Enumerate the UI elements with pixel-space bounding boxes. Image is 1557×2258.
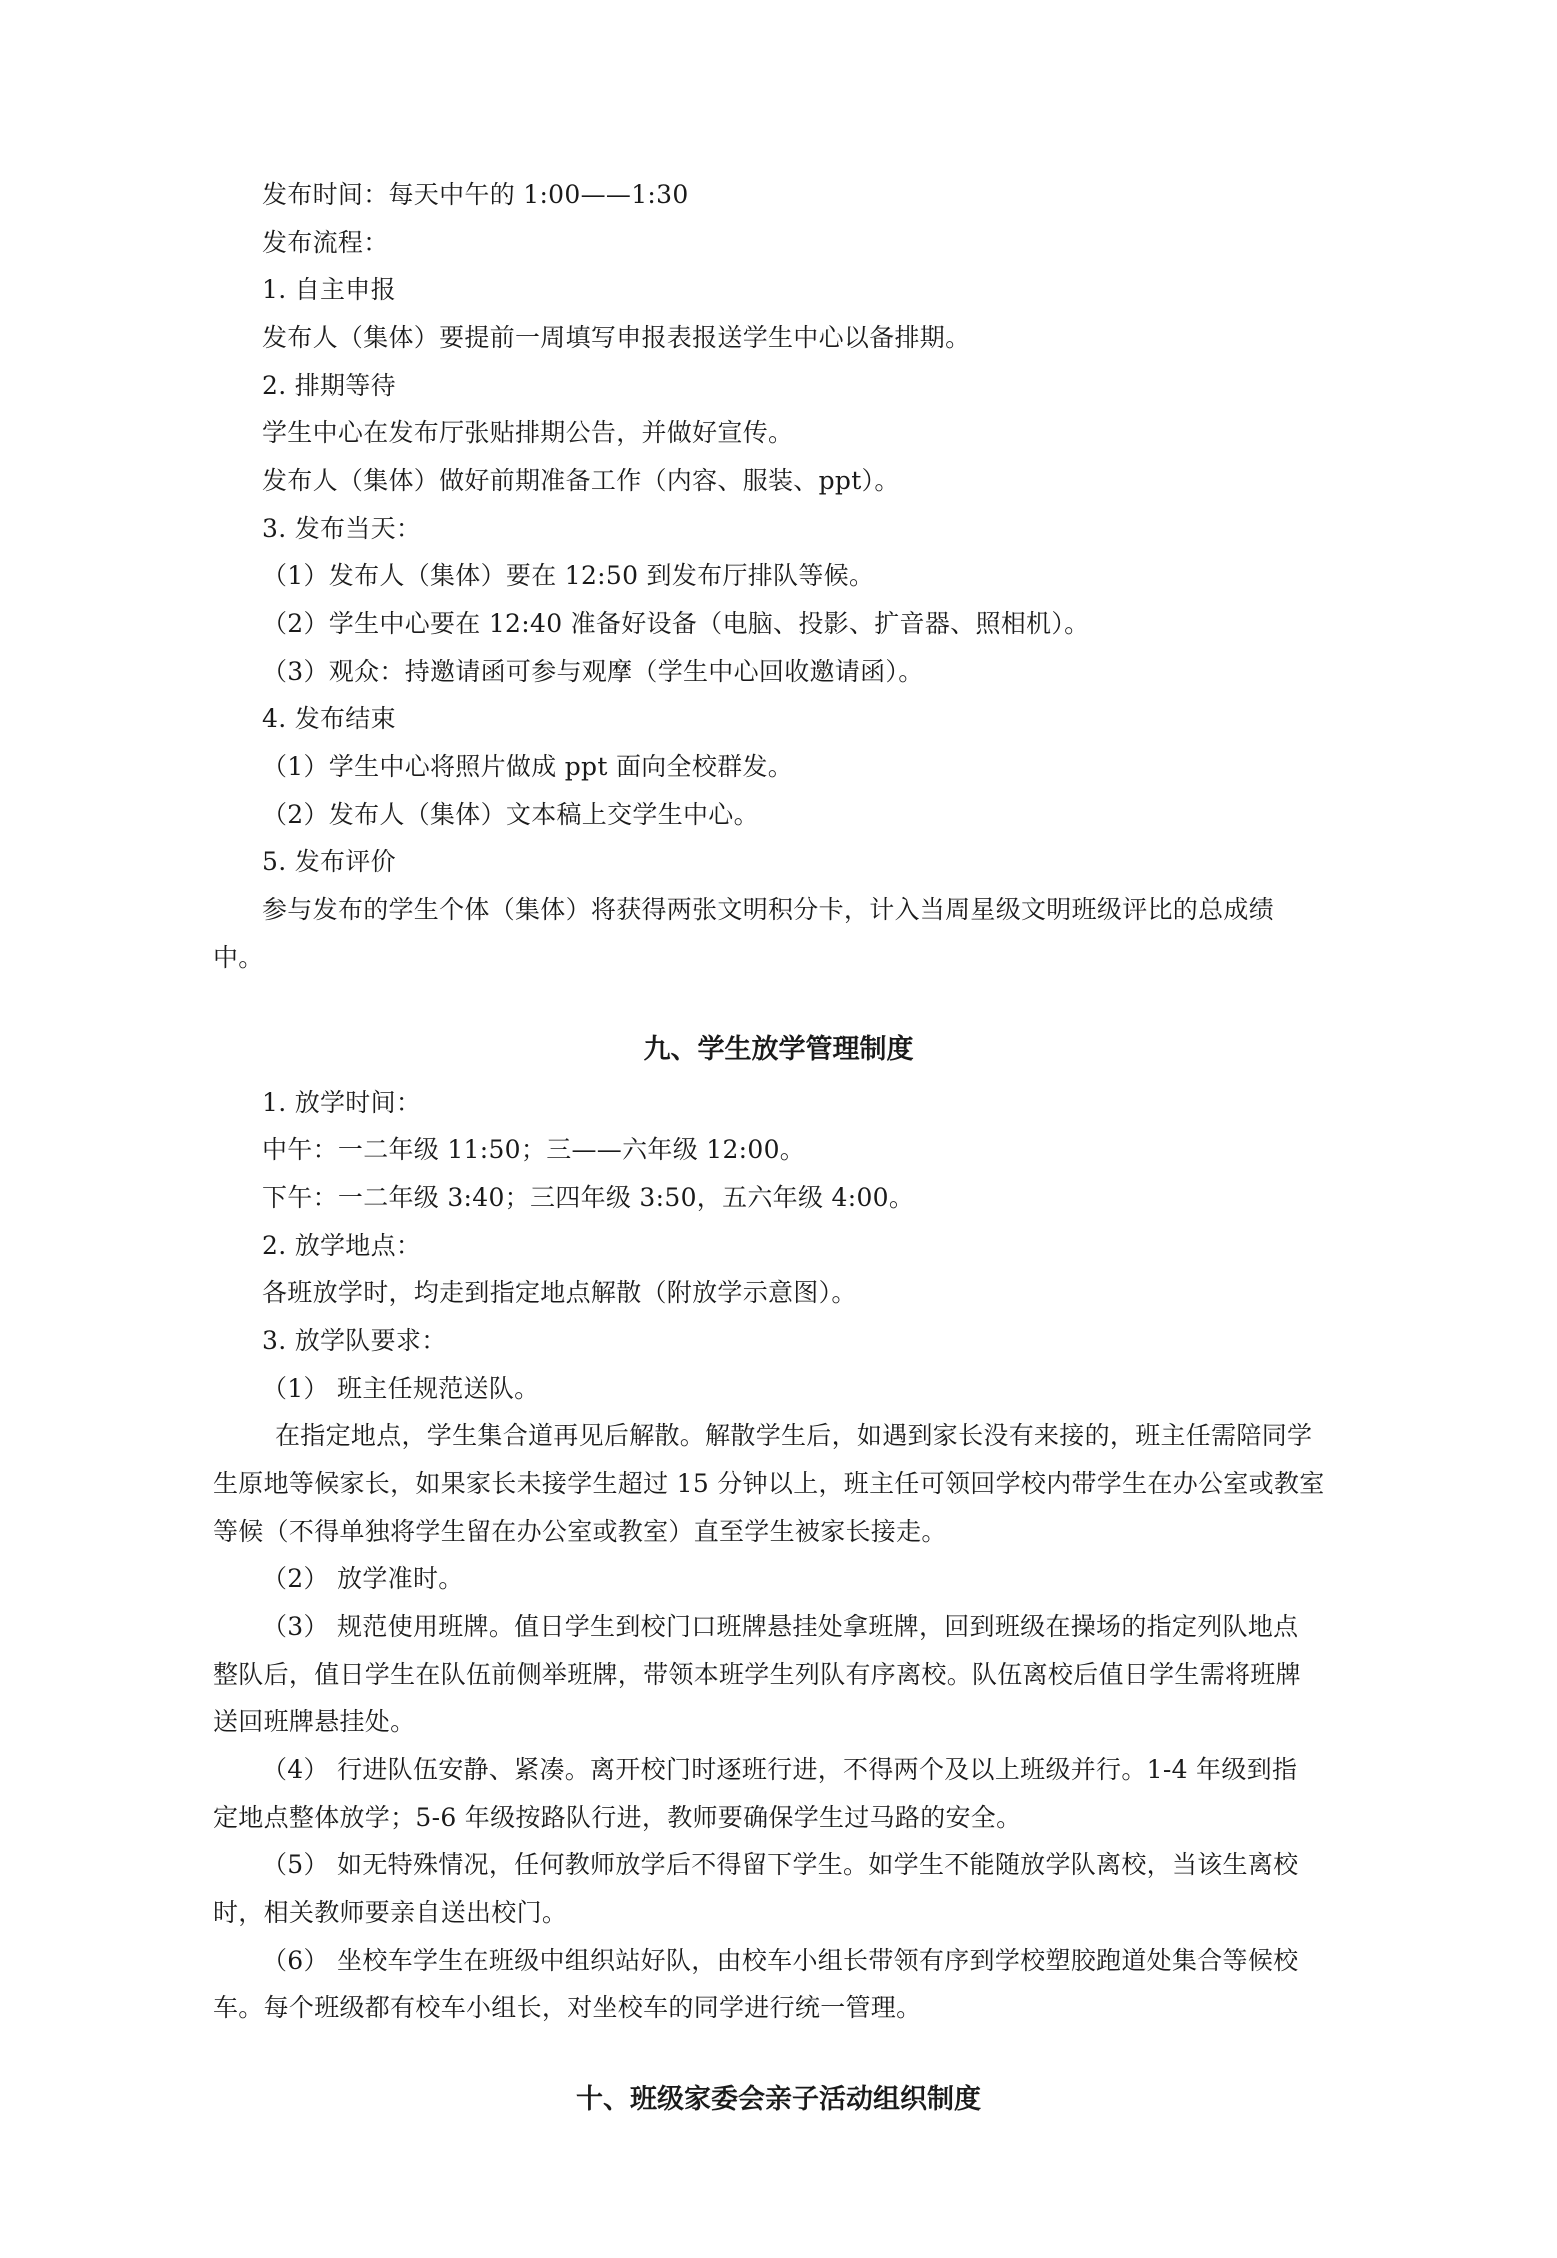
step-5-heading: 5. 发布评价	[262, 847, 396, 876]
step-2-text-2: 发布人（集体）做好前期准备工作（内容、服装、ppt）。	[262, 466, 900, 495]
step-4-item-2: （2）发布人（集体）文本稿上交学生中心。	[262, 800, 759, 829]
step-4-item-1: （1）学生中心将照片做成 ppt 面向全校群发。	[262, 752, 794, 781]
s9-location-heading: 2. 放学地点：	[262, 1231, 422, 1260]
s9-dismissal-time-heading: 1. 放学时间：	[262, 1088, 422, 1117]
step-3-item-1: （1）发布人（集体）要在 12:50 到发布厅排队等候。	[262, 561, 875, 590]
s9-req-4-text-2: 定地点整体放学；5-6 年级按路队行进，教师要确保学生过马路的安全。	[213, 1803, 1022, 1832]
s9-req-3-text-2: 整队后，值日学生在队伍前侧举班牌，带领本班学生列队有序离校。队伍离校后值日学生需将班牌	[213, 1660, 1301, 1689]
release-time-line: 发布时间：每天中午的 1:00——1:30	[262, 180, 689, 209]
s9-req-5-text-1: （5） 如无特殊情况，任何教师放学后不得留下学生。如学生不能随放学队离校，当该生离校	[262, 1850, 1299, 1879]
step-5-text-end: 中。	[213, 943, 264, 972]
s9-req-6-text-1: （6） 坐校车学生在班级中组织站好队，由校车小组长带领有序到学校塑胶跑道处集合等候校	[262, 1946, 1299, 1975]
step-2-heading: 2. 排期等待	[262, 371, 396, 400]
s9-req-1: （1） 班主任规范送队。	[262, 1374, 540, 1403]
step-2-text-1: 学生中心在发布厅张贴排期公告，并做好宣传。	[262, 418, 794, 447]
section-9-title: 九、学生放学管理制度	[643, 1034, 914, 1065]
step-3-item-3: （3）观众：持邀请函可参与观摩（学生中心回收邀请函）。	[262, 657, 924, 686]
s9-location-text: 各班放学时，均走到指定地点解散（附放学示意图）。	[262, 1278, 857, 1307]
step-4-heading: 4. 发布结束	[262, 704, 396, 733]
s9-noon-time: 中午：一二年级 11:50；三——六年级 12:00。	[262, 1135, 806, 1164]
step-1-text: 发布人（集体）要提前一周填写申报表报送学生中心以备排期。	[262, 323, 971, 352]
section-10-title: 十、班级家委会亲子活动组织制度	[576, 2084, 981, 2115]
release-process-label: 发布流程：	[262, 228, 389, 257]
s9-req-3-text-3: 送回班牌悬挂处。	[213, 1707, 416, 1736]
step-5-text: 参与发布的学生个体（集体）将获得两张文明积分卡，计入当周星级文明班级评比的总成绩	[262, 895, 1275, 924]
s9-req-3-text-1: （3） 规范使用班牌。值日学生到校门口班牌悬挂处拿班牌，回到班级在操场的指定列队地点	[262, 1612, 1299, 1641]
s9-req-6-text-2: 车。每个班级都有校车小组长，对坐校车的同学进行统一管理。	[213, 1993, 922, 2022]
s9-req-2: （2） 放学准时。	[262, 1564, 464, 1593]
s9-requirements-heading: 3. 放学队要求：	[262, 1326, 447, 1355]
s9-afternoon-time: 下午：一二年级 3:40；三四年级 3:50，五六年级 4:00。	[262, 1183, 915, 1212]
s9-req-1-text-1: 在指定地点，学生集合道再见后解散。解散学生后，如遇到家长没有来接的，班主任需陪同学	[275, 1421, 1313, 1450]
step-3-item-2: （2）学生中心要在 12:40 准备好设备（电脑、投影、扩音器、照相机）。	[262, 609, 1090, 638]
s9-req-1-text-2: 生原地等候家长，如果家长未接学生超过 15 分钟以上，班主任可领回学校内带学生在办公室或教室	[213, 1469, 1325, 1498]
s9-req-5-text-2: 时，相关教师要亲自送出校门。	[213, 1898, 568, 1927]
step-1-heading: 1. 自主申报	[262, 275, 396, 304]
step-3-heading: 3. 发布当天：	[262, 514, 422, 543]
s9-req-4-text-1: （4） 行进队伍安静、紧凑。离开校门时逐班行进，不得两个及以上班级并行。1-4 年级到指	[262, 1755, 1298, 1784]
s9-req-1-text-3: 等候（不得单独将学生留在办公室或教室）直至学生被家长接走。	[213, 1517, 947, 1546]
